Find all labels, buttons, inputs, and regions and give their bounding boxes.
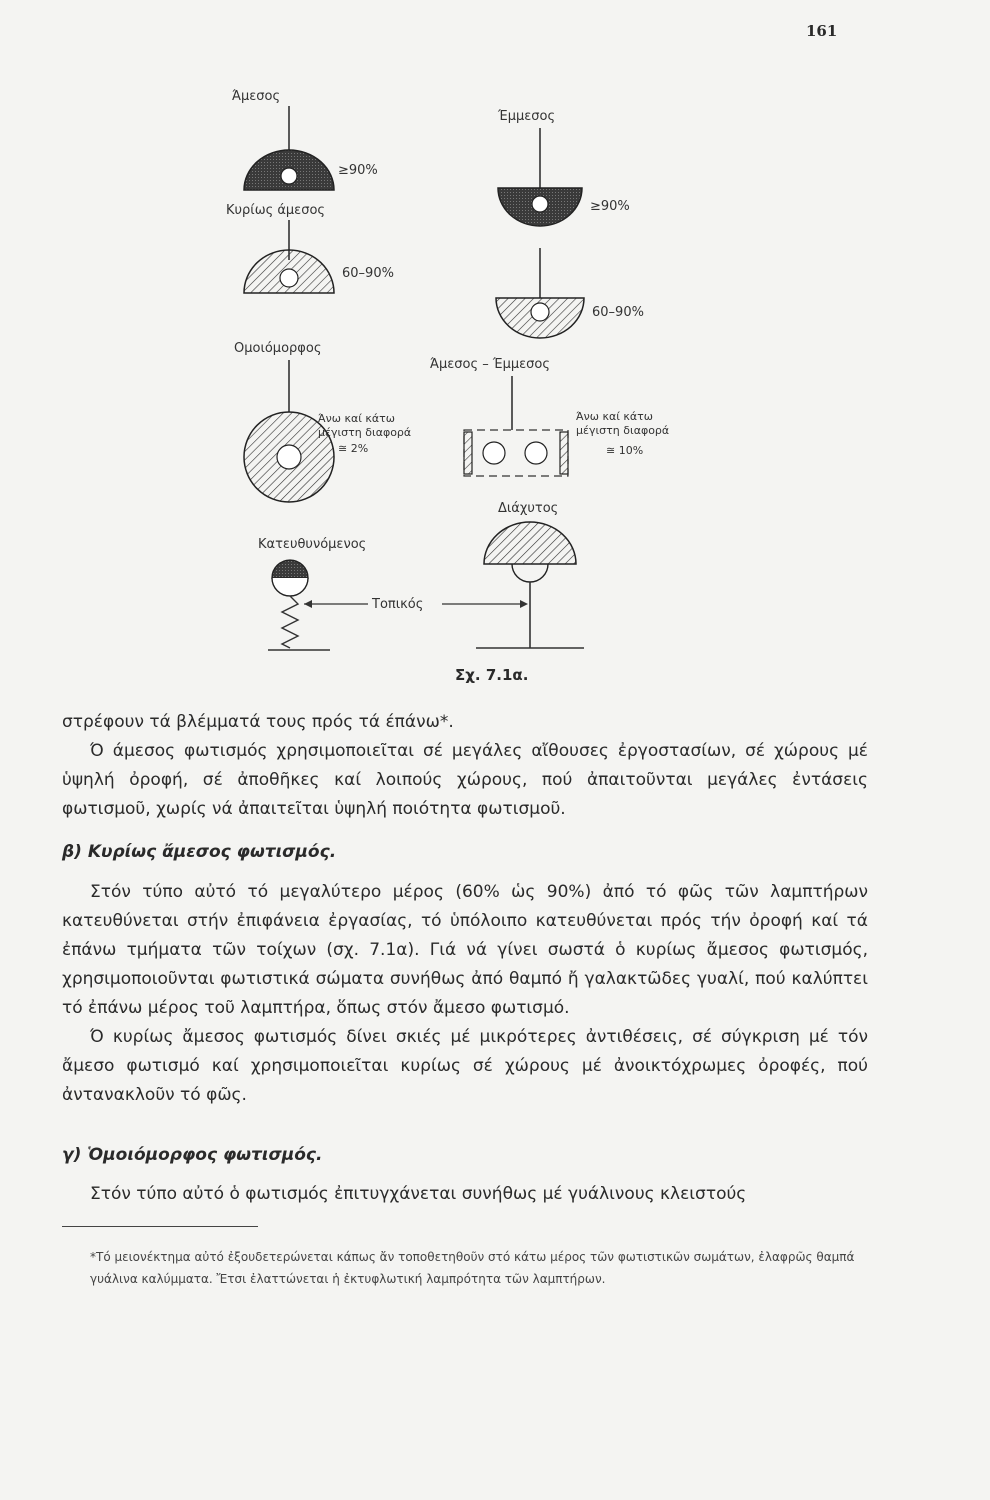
label-uniform-note-2: μέγιστη διαφορά	[318, 426, 412, 439]
paragraph-5: Στόν τύπο αὐτό ὁ φωτισμός ἐπιτυγχάνεται συνήθως μέ γυάλινους κλειστούς	[90, 1184, 747, 1204]
body-text-middle	[62, 878, 868, 1110]
label-pct-mainly-indirect: 60–90%	[592, 305, 644, 320]
diffuse-luminaire	[476, 501, 584, 648]
label-uniform-note-3: ≅ 2%	[338, 442, 369, 455]
label-uniform-note-1: Άνω καί κάτω	[318, 412, 395, 425]
label-uniform: Ομοιόμορφος	[234, 341, 322, 356]
label-pct-mainly-direct: 60–90%	[342, 266, 394, 281]
label-di-note-1: Άνω καί κάτω	[576, 410, 653, 423]
direct-indirect-luminaire	[430, 357, 669, 476]
label-diffuse: Διάχυτος	[498, 501, 559, 516]
heading-mainly-direct: β) Κυρίως ἄμεσος φωτισμός.	[62, 842, 337, 862]
page-number: 161	[806, 22, 838, 40]
label-local: Τοπικός	[372, 597, 424, 612]
uniform-luminaire	[234, 341, 411, 502]
heading-uniform: γ) Ὁμοιόμορφος φωτισμός.	[62, 1145, 323, 1165]
label-direct: Άμεσος	[232, 89, 281, 104]
label-di-note-3: ≅ 10%	[606, 444, 644, 457]
paragraph-3: Στόν τύπο αὐτό τό μεγαλύτερο μέρος (60% ὡς 90%) ἀπό τό φῶς τῶν λαμπτήρων κατευθύνεται στήν ἐπιφάνεια ἐργασίας, τό ὑπόλοιπο κατευθύνεται πρός τήν ὀροφή καί τά ἐπάνω τμήματα τῶν τοίχων (σχ. 7.1α). Γιά νά γίνει σωστά ὁ κυρίως ἄμεσος φωτισμός, χρησιμοποιοῦνται φωτιστικά σώματα συνήθως ἀπό θαμπό ἤ γαλακτῶδες γυαλί, πού καλύπτει τό ἐπάνω μέρος τοῦ λαμπτήρα, ὅπως στόν ἄμεσο φωτισμό.	[62, 882, 868, 1018]
label-pct-direct: ≥90%	[338, 163, 378, 178]
label-di-note-2: μέγιστη διαφορά	[576, 424, 670, 437]
body-text-top	[62, 708, 868, 824]
body-text-bottom	[62, 1180, 868, 1209]
paragraph-1: στρέφουν τά βλέμματά τους πρός τά έπάνω*.	[62, 712, 454, 732]
lighting-types-figure	[0, 0, 990, 700]
direct-luminaire	[232, 89, 378, 190]
paragraph-2: Ό άμεσος φωτισμός χρησιμοποιεῖται σέ μεγάλες αἴθουσες ἐργοστασίων, σέ χώρους μέ ὑψηλή ὀροφή, σέ ἀποθῆκες καί λοιπούς χώρους, πού ἀπαιτοῦνται μεγάλες ἐντάσεις φωτισμοῦ, χωρίς νά ἀπαιτεῖται ὑψηλή ποιότητα φωτισμοῦ.	[62, 741, 868, 819]
label-pct-indirect: ≥90%	[590, 199, 630, 214]
label-direct-indirect: Άμεσος – Έμμεσος	[430, 357, 550, 372]
figure-caption: Σχ. 7.1α.	[455, 666, 529, 684]
paragraph-4: Ό κυρίως ἄμεσος φωτισμός δίνει σκιές μέ μικρότερες ἀντιθέσεις, σέ σύγκριση μέ τόν ἄμεσο φωτισμό καί χρησιμοποιεῖται κυρίως σέ χώρους μέ ἀνοικτόχρωμες ὀροφές, πού ἀντανακλοῦν τό φῶς.	[62, 1027, 868, 1105]
mainly-indirect-luminaire	[496, 248, 644, 338]
label-mainly-direct: Κυρίως άμεσος	[226, 203, 326, 218]
footnote: *Τό μειονέκτημα αὐτό ἐξουδετερώνεται κάπως ἄν τοποθετηθοῦν στό κάτω μέρος τῶν φωτιστικῶν σωμάτων, ἐλαφρῶς θαμπά γυάλινα καλύμματα. Ἔτσι ἐλαττώνεται ἡ ἐκτυφλωτική λαμπρότητα τῶν λαμπτήρων.	[90, 1250, 855, 1286]
mainly-direct-luminaire	[226, 203, 394, 293]
label-directed: Κατευθυνόμενος	[258, 537, 367, 552]
indirect-luminaire	[497, 109, 630, 226]
label-indirect: Έμμεσος	[498, 109, 556, 124]
footnote-rule	[62, 1226, 258, 1227]
